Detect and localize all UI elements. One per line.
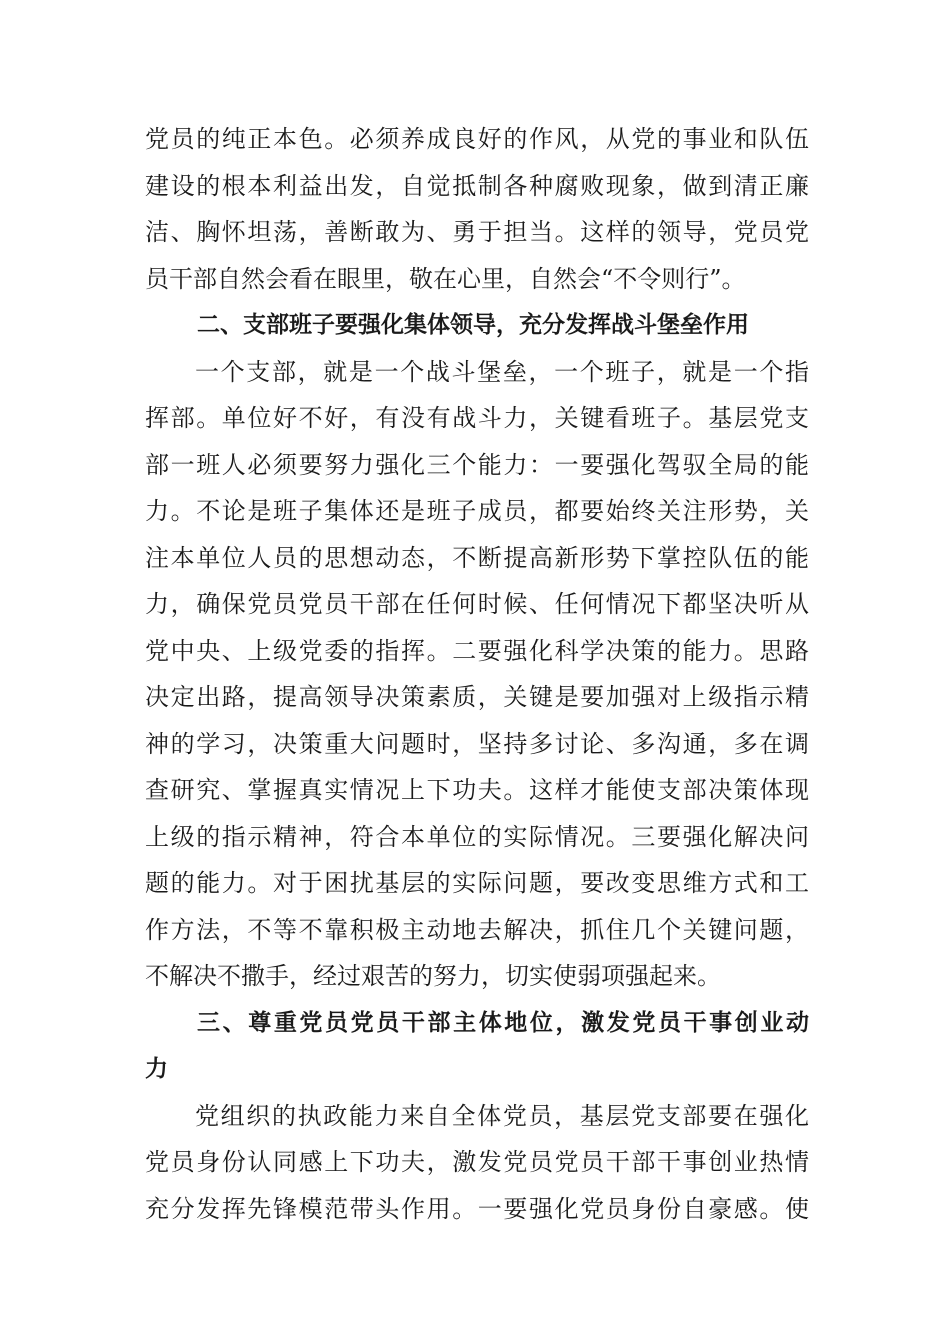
body-line: 作方法，不等不靠积极主动地去解决，抓住几个关键问题， [145, 915, 809, 944]
body-line: 上级的指示精神，符合本单位的实际情况。三要强化解决问 [145, 822, 809, 851]
body-line: 查研究、掌握真实情况上下功夫。这样才能使支部决策体现 [145, 776, 809, 804]
body-line: 注本单位人员的思想动态，不断提高新形势下掌控队伍的能 [145, 543, 809, 572]
body-line: 党员身份认同感上下功夫，激发党员党员干部干事创业热情 [145, 1148, 809, 1176]
body-line: 部一班人必须要努力强化三个能力：一要强化驾驭全局的能 [145, 450, 809, 479]
section-heading-2: 二、支部班子要强化集体领导，充分发挥战斗堡垒作用 [197, 312, 749, 338]
body-line: 充分发挥先锋模范带头作用。一要强化党员身份自豪感。使 [145, 1194, 809, 1223]
body-line: 洁、胸怀坦荡，善断敢为、勇于担当。这样的领导，党员党 [145, 218, 809, 246]
body-line: 神的学习，决策重大问题时，坚持多讨论、多沟通，多在调 [145, 729, 809, 758]
body-line: 建设的根本利益出发，自觉抵制各种腐败现象，做到清正廉 [145, 171, 809, 200]
body-line: 党员的纯正本色。必须养成良好的作风，从党的事业和队伍 [145, 125, 809, 153]
body-line: 挥部。单位好不好，有没有战斗力，关键看班子。基层党支 [145, 404, 809, 432]
section-heading-3: 三、尊重党员党员干部主体地位，激发党员干事创业动 [197, 1009, 809, 1036]
body-line: 题的能力。对于困扰基层的实际问题，要改变思维方式和工 [145, 869, 809, 897]
body-line: 力。不论是班子集体还是班子成员，都要始终关注形势，关 [145, 497, 809, 525]
section-heading-3-continued: 力 [145, 1056, 168, 1082]
body-line: 力，确保党员党员干部在任何时候、任何情况下都坚决听从 [145, 590, 809, 618]
body-line: 决定出路，提高领导决策素质，关键是要加强对上级指示精 [145, 683, 809, 711]
body-line: 不解决不撒手，经过艰苦的努力，切实使弱项强起来。 [145, 962, 721, 990]
body-line: 党组织的执政能力来自全体党员，基层党支部要在强化 [195, 1101, 809, 1130]
body-line: 党中央、上级党委的指挥。二要强化科学决策的能力。思路 [145, 636, 809, 665]
body-line: 一个支部，就是一个战斗堡垒，一个班子，就是一个指 [195, 357, 809, 386]
document-body [145, 116, 809, 1232]
body-line: 员干部自然会看在眼里，敬在心里，自然会“不令则行”。 [145, 264, 746, 293]
